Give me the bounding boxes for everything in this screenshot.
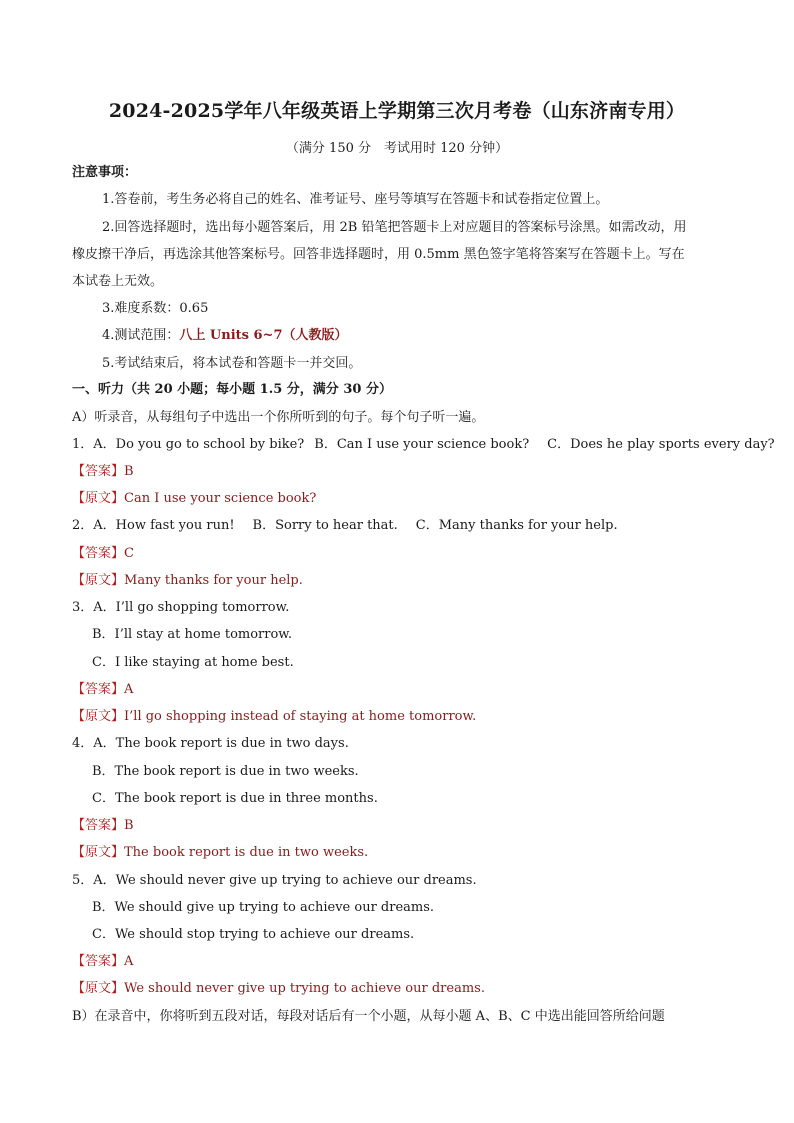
option-a: A．How fast you run! bbox=[93, 518, 235, 533]
transcript-3 bbox=[72, 708, 476, 726]
answer-value: A bbox=[124, 682, 134, 697]
exam-title: 2024-2025学年八年级英语上学期第三次月考卷（山东济南专用） bbox=[108, 100, 686, 122]
test-range: 八上 Units 6~7（人教版） bbox=[179, 328, 348, 343]
transcript-5 bbox=[72, 980, 485, 998]
answer-label: 【答案】 bbox=[72, 546, 125, 561]
answer-2 bbox=[72, 545, 134, 563]
answer-value: A bbox=[124, 954, 134, 969]
notes-heading: 注意事项： bbox=[72, 165, 138, 180]
transcript-text: I’ll go shopping instead of staying at home tomorrow. bbox=[124, 709, 477, 724]
note-item-3: 3.难度系数：0.65 bbox=[102, 301, 209, 316]
transcript-label: 【原文】 bbox=[72, 491, 125, 506]
question-number: 2． bbox=[72, 518, 94, 533]
note-item-2-line-2: 橡皮擦干净后，再选涂其他答案标号。回答非选择题时，用 0.5mm 黑色签字笔将答案写在答题卡上。写在 bbox=[72, 247, 685, 262]
transcript-1 bbox=[72, 490, 316, 508]
question-4 bbox=[72, 735, 349, 753]
note-item-4 bbox=[102, 327, 348, 345]
answer-4 bbox=[72, 817, 134, 835]
note-item-2-line-1: 2.回答选择题时，选出每小题答案后，用 2B 铅笔把答题卡上对应题目的答案标号涂黑。如需改动，用 bbox=[102, 220, 687, 235]
transcript-label: 【原文】 bbox=[72, 845, 125, 860]
answer-3 bbox=[72, 681, 133, 699]
answer-label: 【答案】 bbox=[72, 954, 125, 969]
answer-label: 【答案】 bbox=[72, 464, 125, 479]
option-c: C．Many thanks for your help. bbox=[415, 518, 618, 533]
option-b: B．Can I use your science book? bbox=[314, 437, 530, 452]
option-c: C．Does he play sports every day? bbox=[547, 437, 775, 452]
transcript-label: 【原文】 bbox=[72, 981, 125, 996]
transcript-label: 【原文】 bbox=[72, 573, 125, 588]
answer-5 bbox=[72, 953, 133, 971]
answer-value: C bbox=[124, 546, 134, 561]
transcript-text: Can I use your science book? bbox=[124, 491, 317, 506]
answer-label: 【答案】 bbox=[72, 682, 125, 697]
option-b: B．Sorry to hear that. bbox=[252, 518, 398, 533]
note-item-2-line-3: 本试卷上无效。 bbox=[72, 274, 164, 289]
note-item-4-prefix: 4.测试范围： bbox=[102, 328, 180, 343]
option-a: A．We should never give up trying to achieve our dreams. bbox=[93, 873, 477, 888]
transcript-2 bbox=[72, 572, 303, 590]
question-number: 5． bbox=[72, 873, 94, 888]
question-number: 4． bbox=[72, 736, 94, 751]
note-item-1: 1.答卷前，考生务必将自己的姓名、准考证号、座号等填写在答题卡和试卷指定位置上。 bbox=[102, 192, 609, 207]
transcript-label: 【原文】 bbox=[72, 709, 125, 724]
option-a: A．The book report is due in two days. bbox=[93, 736, 349, 751]
option-a: A．I’ll go shopping tomorrow. bbox=[93, 600, 290, 615]
question-3-option-b: B．I’ll stay at home tomorrow. bbox=[92, 627, 293, 642]
part-a-instruction: A）听录音，从每组句子中选出一个你所听到的句子。每个句子听一遍。 bbox=[72, 410, 485, 425]
question-number: 1． bbox=[72, 437, 94, 452]
question-2 bbox=[72, 517, 618, 535]
transcript-4 bbox=[72, 844, 368, 862]
question-5-option-c: C．We should stop trying to achieve our dreams. bbox=[92, 927, 415, 942]
part-b-instruction: B）在录音中，你将听到五段对话，每段对话后有一个小题，从每小题 A、B、C 中选出能回答所给问题 bbox=[72, 1009, 665, 1024]
section-heading: 一、听力（共 20 小题；每小题 1.5 分，满分 30 分） bbox=[72, 382, 392, 397]
question-1 bbox=[72, 436, 775, 454]
question-4-option-b: B．The book report is due in two weeks. bbox=[92, 764, 359, 779]
question-5-option-b: B．We should give up trying to achieve our dreams. bbox=[92, 900, 435, 915]
answer-label: 【答案】 bbox=[72, 818, 125, 833]
answer-1 bbox=[72, 463, 134, 481]
question-4-option-c: C．The book report is due in three months. bbox=[92, 791, 378, 806]
answer-value: B bbox=[124, 464, 134, 479]
question-number: 3． bbox=[72, 600, 94, 615]
question-3 bbox=[72, 599, 289, 617]
transcript-text: We should never give up trying to achieve our dreams. bbox=[124, 981, 485, 996]
option-a: A．Do you go to school by bike? bbox=[93, 437, 305, 452]
transcript-text: The book report is due in two weeks. bbox=[124, 845, 369, 860]
note-item-5: 5.考试结束后，将本试卷和答题卡一并交回。 bbox=[102, 356, 362, 371]
question-3-option-c: C．I like staying at home best. bbox=[92, 655, 294, 670]
question-5 bbox=[72, 872, 477, 890]
transcript-text: Many thanks for your help. bbox=[124, 573, 303, 588]
exam-subtitle: （满分 150 分 考试用时 120 分钟） bbox=[285, 141, 509, 156]
answer-value: B bbox=[124, 818, 134, 833]
